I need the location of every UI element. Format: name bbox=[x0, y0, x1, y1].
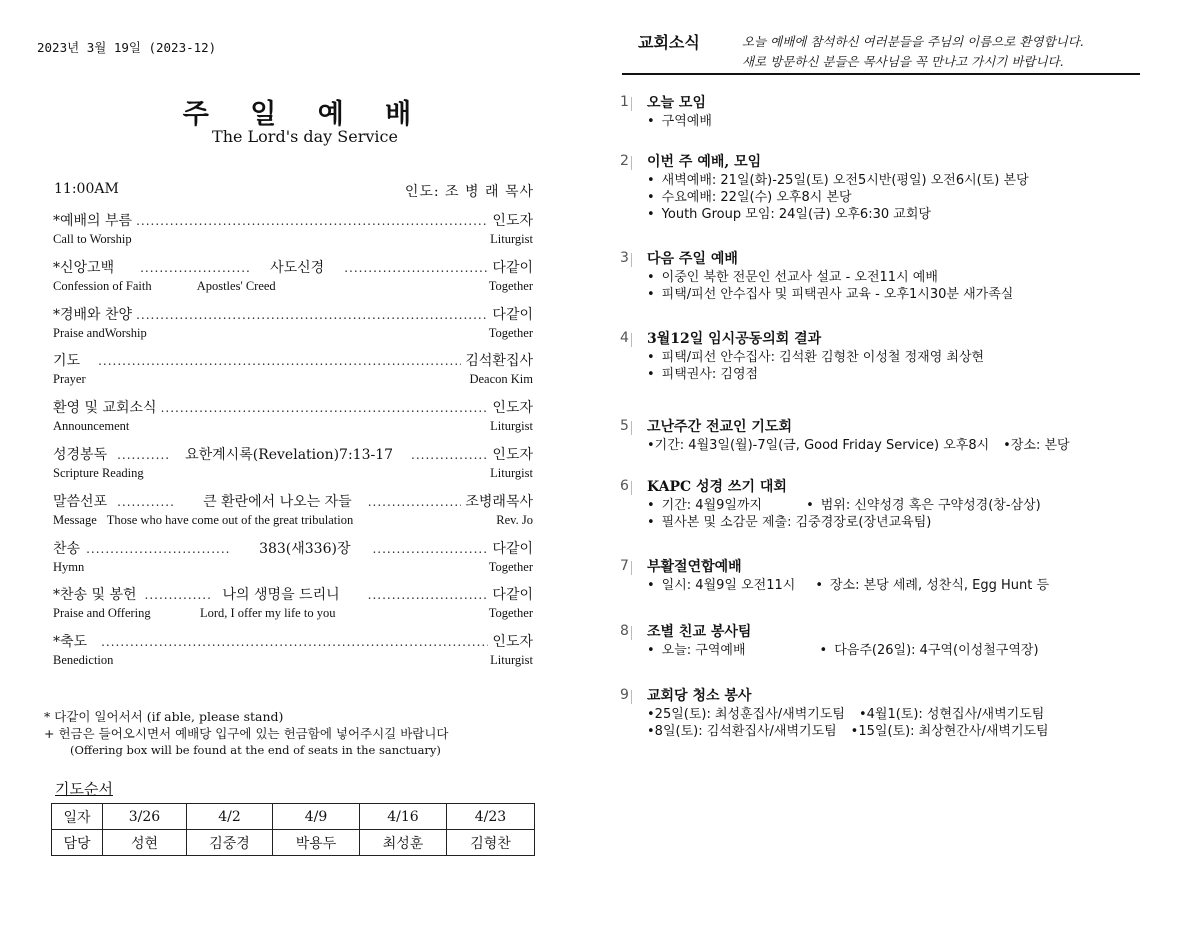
order-item-content-en: Apostles' Creed bbox=[196, 278, 276, 293]
order-item-hymn bbox=[53, 540, 533, 587]
table-cell: 담당 bbox=[52, 830, 103, 856]
list-item: • 피택/피선 안수집사 및 피택권사 교육 - 오후1시30분 새가족실 bbox=[647, 286, 1013, 303]
order-item-leader: 다같이 bbox=[492, 259, 533, 276]
order-item-content: 383(새336)장 bbox=[259, 540, 351, 557]
order-item-confession bbox=[53, 259, 533, 306]
list-item: • 이중인 북한 전문인 선교사 설교 - 오전11시 예배 bbox=[647, 269, 1013, 286]
order-item-title-en: Announcement bbox=[53, 419, 130, 434]
section-title: 부활절연합예배 bbox=[647, 559, 742, 575]
order-item-title: 찬송 bbox=[53, 540, 81, 557]
order-item-leader: 다같이 bbox=[492, 540, 533, 557]
order-item-title: 성경봉독 bbox=[53, 446, 108, 463]
table-cell: 박용두 bbox=[273, 830, 360, 856]
welcome-message bbox=[742, 32, 1084, 72]
section-number: 8 bbox=[620, 623, 629, 639]
welcome-line: 새로 방문하신 분들은 목사님을 꼭 만나고 가시기 바랍니다. bbox=[742, 54, 1064, 69]
section-title: 오늘 모임 bbox=[647, 95, 706, 111]
table-row bbox=[52, 804, 535, 830]
order-item-prayer bbox=[53, 352, 533, 399]
section-title: 교회당 청소 봉사 bbox=[647, 688, 752, 704]
order-item-content: 큰 환란에서 나오는 자들 bbox=[203, 493, 352, 510]
order-item-title-en: Message bbox=[53, 512, 97, 527]
list-item: • 피택/피선 안수집사: 김석환 김형찬 이성철 정재영 최상현 bbox=[647, 349, 984, 366]
service-subtitle: The Lord's day Service bbox=[212, 127, 398, 146]
section-number: 5 bbox=[620, 418, 629, 434]
list-item: •25일(토): 최성훈집사/새벽기도팀 •4월1(토): 성현집사/새벽기도팀 bbox=[647, 707, 1045, 722]
service-notes bbox=[44, 708, 449, 759]
order-item-leader: 다같이 bbox=[492, 587, 533, 604]
section-number: 1 bbox=[620, 94, 629, 110]
table-cell: 김중경 bbox=[187, 830, 273, 856]
list-item: • 필사본 및 소감문 제출: 김중경장로(장년교육팀) bbox=[647, 514, 1041, 531]
table-cell: 일자 bbox=[52, 804, 103, 830]
prayer-order-title: 기도순서 bbox=[55, 780, 113, 798]
section-title: KAPC 성경 쓰기 대회 bbox=[647, 479, 787, 495]
order-item-title: *축도 bbox=[53, 634, 88, 651]
order-item-leader-en: Liturgist bbox=[490, 465, 533, 480]
section-title: 3월12일 임시공동의회 결과 bbox=[647, 331, 822, 347]
table-cell: 성현 bbox=[103, 830, 187, 856]
order-item-leader-en: Liturgist bbox=[490, 232, 533, 246]
order-item-title-en: Confession of Faith bbox=[53, 278, 152, 293]
order-item-leader-en: Liturgist bbox=[490, 419, 533, 434]
order-item-content: 요한계시록(Revelation)7:13-17 bbox=[185, 446, 394, 463]
list-item: • 피택권사: 김영점 bbox=[647, 366, 984, 383]
order-item-leader: 인도자 bbox=[492, 400, 533, 417]
order-item-title-en: Prayer bbox=[53, 372, 86, 387]
order-item-benediction bbox=[53, 633, 533, 680]
order-item-scripture bbox=[53, 446, 533, 493]
prayer-order-table bbox=[51, 803, 535, 856]
order-of-service bbox=[53, 212, 533, 680]
order-item-content-en: Those who have come out of the great tribulation bbox=[106, 512, 354, 527]
order-item-title: *신앙고백 bbox=[53, 259, 115, 276]
stand-note: * 다같이 일어서서 (if able, please stand) bbox=[44, 709, 284, 724]
section-title: 다음 주일 예배 bbox=[647, 251, 738, 267]
table-cell: 4/23 bbox=[447, 804, 535, 830]
welcome-line: 오늘 예배에 참석하신 여러분들을 주님의 이름으로 환영합니다. bbox=[742, 34, 1084, 49]
order-item-title-en: Call to Worship bbox=[53, 232, 132, 246]
service-title: 주 일 예 배 bbox=[182, 99, 428, 130]
order-item-title: *경배와 찬양 bbox=[53, 306, 133, 323]
order-item-leader-en: Together bbox=[488, 606, 533, 621]
order-item-title: *찬송 및 봉헌 bbox=[53, 587, 137, 604]
order-item-title-en: Benediction bbox=[53, 653, 114, 668]
section-title: 고난주간 전교인 기도회 bbox=[647, 419, 792, 435]
section-number: 2 bbox=[620, 153, 629, 169]
order-item-leader: 인도자 bbox=[492, 446, 533, 463]
section-number: 3 bbox=[620, 250, 629, 266]
order-item-leader-en: Together bbox=[488, 325, 533, 340]
order-item-leader-en: Rev. Jo bbox=[496, 512, 533, 527]
order-item-offering bbox=[53, 586, 533, 633]
section-title: 조별 친교 봉사팀 bbox=[647, 624, 752, 640]
order-item-leader: 김석환집사 bbox=[465, 353, 533, 370]
offering-note-en: (Offering box will be found at the end of seats in the sanctuary) bbox=[70, 743, 441, 757]
section-number: 4 bbox=[620, 330, 629, 346]
table-cell: 3/26 bbox=[103, 804, 187, 830]
table-row bbox=[52, 830, 535, 856]
table-cell: 4/9 bbox=[273, 804, 360, 830]
order-item-content: 사도신경 bbox=[270, 259, 325, 276]
list-item: •8일(토): 김석환집사/새벽기도팀 •15일(토): 최상현간사/새벽기도팀 bbox=[647, 724, 1049, 739]
service-time-row bbox=[54, 181, 534, 201]
offering-note: + 헌금은 들어오시면서 예배당 입구에 있는 헌금함에 넣어주시길 바랍니다 bbox=[44, 726, 449, 741]
order-item-title-en: Scripture Reading bbox=[53, 465, 144, 480]
table-cell: 김형찬 bbox=[447, 830, 535, 856]
order-item-title-en: Praise and Offering bbox=[53, 606, 151, 621]
order-item-leader: 인도자 bbox=[492, 213, 533, 229]
order-item-leader: 조병래목사 bbox=[465, 493, 533, 510]
order-item-content: 나의 생명을 드리니 bbox=[222, 587, 340, 604]
order-item-leader: 인도자 bbox=[492, 634, 533, 651]
divider bbox=[622, 73, 1140, 75]
section-number: 9 bbox=[620, 687, 629, 703]
list-item: • 기간: 4월9일까지 • 범위: 신약성경 혹은 구약성경(창-삼상) bbox=[647, 497, 1041, 514]
list-item: •기간: 4월3일(월)-7일(금, Good Friday Service) 오후8시 •장소: 본당 bbox=[647, 438, 1070, 453]
section-number: 6 bbox=[620, 478, 629, 494]
order-item-announcement bbox=[53, 399, 533, 446]
order-item-praise bbox=[53, 306, 533, 353]
order-item-leader-en: Liturgist bbox=[490, 653, 533, 668]
section-number: 7 bbox=[620, 558, 629, 574]
order-item-leader: 다같이 bbox=[492, 306, 533, 323]
service-time: 11:00AM bbox=[54, 181, 119, 197]
order-item-title: 환영 및 교회소식 bbox=[53, 400, 157, 417]
news-title: 교회소식 bbox=[638, 33, 700, 52]
order-item-title-en: Hymn bbox=[53, 559, 85, 574]
list-item: • Youth Group 모임: 24일(금) 오후6:30 교회당 bbox=[647, 206, 1029, 223]
order-item-leader-en: Together bbox=[488, 278, 533, 293]
bulletin-date: 2023년 3월 19일 (2023-12) bbox=[37, 40, 217, 55]
order-item-title: 기도 bbox=[53, 353, 81, 370]
service-leader: 인도: 조 병 래 목사 bbox=[404, 184, 534, 200]
church-news-page bbox=[600, 0, 1200, 929]
section-title: 이번 주 예배, 모임 bbox=[647, 154, 762, 170]
list-item: • 수요예배: 22일(수) 오후8시 본당 bbox=[647, 189, 1029, 206]
order-item-leader-en: Together bbox=[488, 559, 533, 574]
order-item-title-en: Praise andWorship bbox=[53, 325, 147, 340]
order-item-content-en: Lord, I offer my life to you bbox=[199, 606, 336, 621]
list-item: • 구역예배 bbox=[647, 113, 712, 130]
order-item-message bbox=[53, 493, 533, 540]
order-item-title: 말씀선포 bbox=[53, 493, 108, 510]
table-cell: 4/2 bbox=[187, 804, 273, 830]
list-item: • 일시: 4월9일 오전11시 • 장소: 본당 세례, 성찬식, Egg Hunt 등 bbox=[647, 577, 1049, 594]
list-item: • 오늘: 구역예배 • 다음주(26일): 4구역(이성철구역장) bbox=[647, 642, 1039, 659]
order-item-title: *예배의 부름 bbox=[53, 213, 133, 229]
list-item: • 새벽예배: 21일(화)-25일(토) 오전5시반(평일) 오전6시(토) 본당 bbox=[647, 172, 1029, 189]
table-cell: 최성훈 bbox=[360, 830, 447, 856]
order-item-leader-en: Deacon Kim bbox=[469, 372, 533, 387]
table-cell: 4/16 bbox=[360, 804, 447, 830]
order-item-call-to-worship bbox=[53, 212, 533, 259]
